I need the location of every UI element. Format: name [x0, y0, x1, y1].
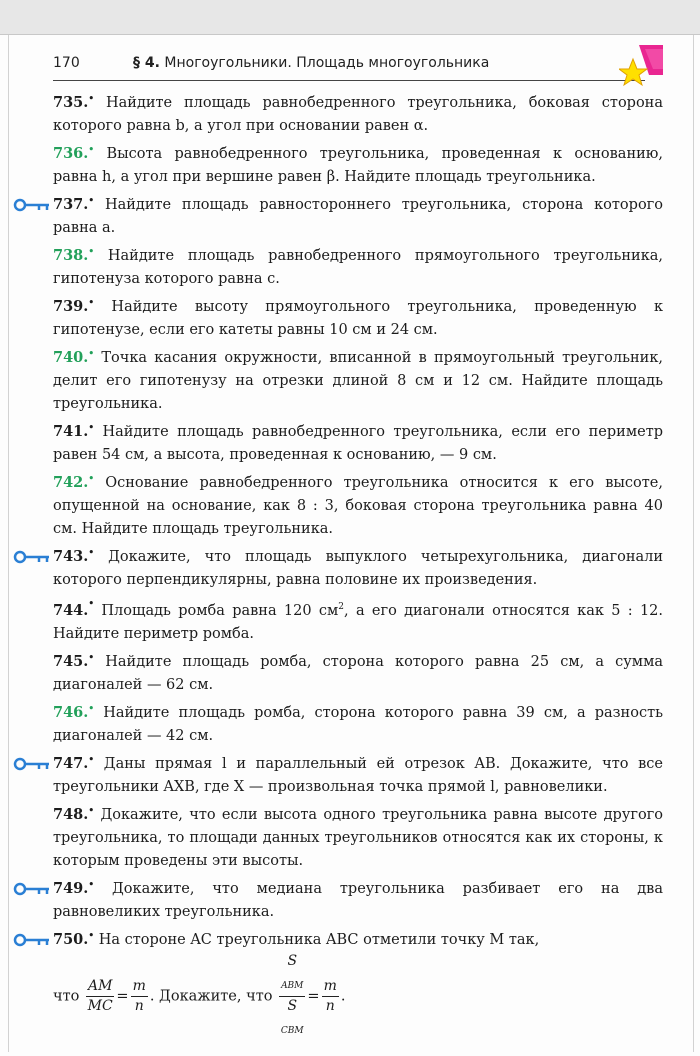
- problem-number: 736.•: [53, 145, 95, 162]
- problem-number: 748.•: [53, 805, 95, 823]
- key-icon: [13, 757, 51, 771]
- problem-740: [53, 346, 663, 416]
- fraction-area-ratio: S $_{ABM}$ S $_{CBM}$: [280, 952, 304, 1036]
- problem-text: Высота равнобедренного треугольника, проведенная к основанию, равна h, а угол при вершине равен β. Найдите площадь треугольника.: [53, 146, 664, 185]
- problem-750: [53, 928, 663, 1041]
- page-number: 170: [53, 55, 80, 71]
- viewer-top-bar: [0, 0, 700, 35]
- problem-text: Докажите, что медиана треугольника разбивает его на два равновеликих треугольника.: [53, 880, 663, 920]
- problem-number: 745.•: [53, 652, 95, 670]
- problem-736: [53, 142, 663, 189]
- problem-number: 737.•: [53, 196, 95, 213]
- problem-744: [53, 596, 663, 646]
- problem-text: Найдите площадь ромба, сторона которого равна 25 см, а сумма диагоналей — 62 см.: [53, 653, 664, 693]
- problem-745: [53, 650, 663, 697]
- problem-text: Основание равнобедренного треугольника относится к его высоте, опущенной на основание, как 8 : 3, боковая сторона треугольника равна 40 см. Найдите площадь треугольника.: [53, 475, 663, 537]
- key-icon: [13, 198, 51, 212]
- problem-text: Найдите высоту прямоугольного треугольника, проведенную к гипотенузе, если его катеты равны 10 см и 24 см.: [53, 299, 664, 338]
- problem-748: [53, 803, 663, 873]
- problem-number: 743.•: [53, 548, 95, 565]
- fraction-m-n: $\frac{m}{n}$: [132, 977, 146, 1014]
- problem-741: [53, 420, 663, 467]
- problem-text: Точка касания окружности, вписанной в прямоугольный треугольник, делит его гипотенузу на отрезки длиной 8 см и 12 см. Найдите площадь треугольника.: [53, 350, 664, 412]
- problem-number: 740.•: [53, 349, 95, 366]
- problem-text: Докажите, что если высота одного треугольника равна высоте другого треугольника, то площади данных треугольников относятся как их стороны, к которым проведены эти высоты.: [53, 806, 664, 869]
- star-ribbon-icon: [619, 45, 663, 91]
- problem-number: 744.•: [53, 599, 95, 619]
- problem-text: Найдите площадь равностороннего треугольника, сторона которого равна a.: [53, 197, 664, 236]
- problem-number: 746.•: [53, 703, 95, 721]
- key-icon: [13, 933, 51, 947]
- problem-number: 747.•: [53, 754, 95, 772]
- problem-number: 738.•: [53, 247, 95, 264]
- problem-text: Найдите площадь равнобедренного треугольника, боковая сторона которого равна b, а угол при основании равен α.: [53, 95, 663, 134]
- problem-735: [53, 91, 663, 138]
- problem-text: На стороне AC треугольника ABC отметили точку M так,: [98, 931, 540, 948]
- problem-749: [53, 877, 663, 924]
- key-icon: [13, 550, 51, 564]
- problem-text: Докажите, что площадь выпуклого четырехугольника, диагонали которого перпендикулярны, равна половине их произведения.: [53, 549, 664, 588]
- textbook-page: [8, 35, 694, 1052]
- problem-742: [53, 471, 663, 541]
- header-rule: [53, 80, 645, 81]
- fraction-am-mc: $\frac{AM}{MC}$: [87, 977, 113, 1014]
- problem-739: [53, 295, 663, 342]
- problem-number: 750.•: [53, 930, 95, 948]
- problem-738: [53, 244, 663, 291]
- section-title-text: Многоугольники. Площадь многоугольника: [164, 55, 490, 71]
- problem-747: [53, 752, 663, 799]
- problem-746: [53, 701, 663, 748]
- problem-number: 741.•: [53, 423, 95, 440]
- page-header: [53, 49, 663, 83]
- fraction-m-n-2: $\frac{m}{n}$: [323, 977, 337, 1014]
- problem-number: 742.•: [53, 474, 95, 491]
- problem-743: [53, 545, 663, 592]
- problem-text: Найдите площадь ромба, сторона которого равна 39 см, а разность диагоналей — 42 см.: [53, 704, 663, 744]
- problem-number: 749.•: [53, 879, 95, 897]
- problem-text: Даны прямая l и параллельный ей отрезок AB. Докажите, что все треугольники AXB, где X — произвольная точка прямой l, равновелики.: [53, 755, 663, 795]
- problem-text: Площадь ромба равна 120 $см^2$, а его диагонали относятся как 5 : 12. Найдите периметр ромба.: [53, 602, 664, 642]
- key-icon: [13, 882, 51, 896]
- problem-737: [53, 193, 663, 240]
- problem-list: [53, 91, 663, 1044]
- problem-text: Найдите площадь равнобедренного треугольника, если его периметр равен 54 см, а высота, проведенная к основанию, — 9 см.: [53, 424, 663, 463]
- formula-line: что $\frac{AM}{MC}$ = $\frac{m}{n}$ . Докажите, что S $_{ABM}$ S $_{CBM}$ = $\frac{m}{n}$ .: [53, 952, 663, 1041]
- problem-number: 735.•: [53, 94, 95, 111]
- problem-text: Найдите площадь равнобедренного прямоугольного треугольника, гипотенуза которого равна c.: [53, 248, 664, 287]
- section-title: [133, 55, 489, 71]
- section-label: § 4.: [133, 55, 160, 71]
- problem-number: 739.•: [53, 298, 95, 315]
